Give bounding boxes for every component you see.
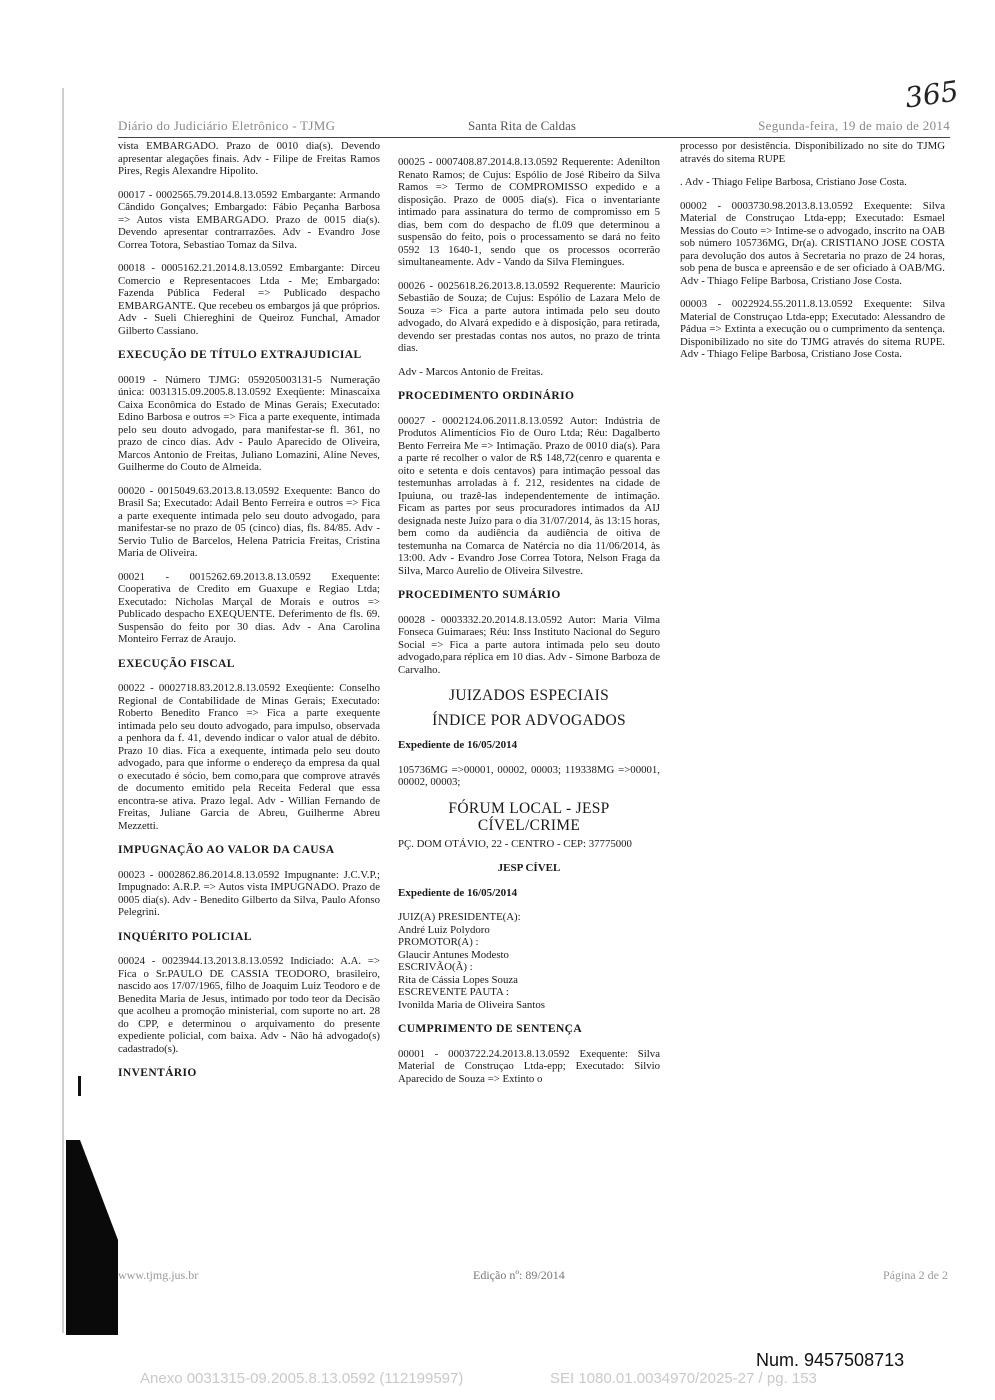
footer-edition: Edição nº: 89/2014 [473, 1268, 565, 1282]
scan-edge-line [62, 88, 64, 1333]
scan-mark [78, 1076, 81, 1096]
section-title: JUIZADOS ESPECIAIS [449, 687, 609, 704]
footer-page-number: Página 2 de 2 [883, 1268, 948, 1282]
staff-line: ESCRIVÃO(Ã) : [398, 961, 473, 973]
entry: processo por desistência. Disponibilizado no site do TJMG através do sitema RUPE [680, 140, 945, 165]
entry: Adv - Marcos Antonio de Freitas. [398, 365, 544, 378]
section-heading: INQUÉRITO POLICIAL [118, 930, 252, 943]
entry: 00024 - 0023944.13.2013.8.13.0592 Indiciado: A.A. => Fica o Sr.PAULO DE CASSIA TEODORO, brasileiro, nascido aos 17/07/1965, filho de Joaquim Luiz Teodoro e de Benedita Maria de Jesus, intimado por todo teor da Decisão que acolheu a promoção ministerial, com suporte no art. 28 do CPP, e determinou o arquivamento do presente expediente policial, com baixa. Adv - Não há advogado(s) cadastrado(s). [118, 955, 380, 1055]
entry: 00025 - 0007408.87.2014.8.13.0592 Requerente: Adenilton Renato Ramos; de Cujus: Espólio de José Ribeiro da Silva Ramos => Termo de COMPROMISSO expedido e a disposição. Prazo de 0005 dia(s). Fica o inventariante intimado para assinatura do termo de compromisso em 5 dias, bem com do despacho de fl.09 que determinou a suspensão do feito, pois o processamento se dará no feito 0592 13 1640-1, sendo que os processos ocorrerão simultaneamente. Adv - Vando da Silva Flemingues. [398, 156, 660, 268]
header-divider [118, 137, 950, 138]
section-heading: PROCEDIMENTO SUMÁRIO [398, 589, 561, 601]
entry: 00003 - 0022924.55.2011.8.13.0592 Exequente: Silva Material de Construçao Ltda-epp; Executado: Alessandro de Pádua => Extinta a execução ou o cumprimento da sentença. Disponibilizado no site do TJMG através do sitema RUPE. Adv - Thiago Felipe Barbosa, Cristiano Jose Costa. [680, 298, 945, 360]
section-title: FÓRUM LOCAL - JESP [448, 799, 610, 817]
section-heading: PROCEDIMENTO ORDINÁRIO [398, 390, 575, 402]
section-heading: JESP CÍVEL [497, 862, 561, 874]
header-comarca: Santa Rita de Caldas [468, 118, 576, 133]
entry: 00018 - 0005162.21.2014.8.13.0592 Embargante: Dirceu Comercio e Representacoes Ltda - Me; Embargado: Fazenda Pública Federal => Publicado despacho EMBARGANTE. Que recebeu os embargos já que próprios. Adv - Sueli Chiereghini de Queiroz Funchal, Amador Gilberto Cassiano. [118, 262, 380, 337]
court-staff-list [398, 911, 660, 1011]
entry: 00001 - 0003722.24.2013.8.13.0592 Exequente: Silva Material de Construçao Ltda-epp; Executado: Silvio Aparecido de Souza => Extinto o [398, 1047, 660, 1085]
column-right [680, 140, 945, 372]
entry: 00022 - 0002718.83.2012.8.13.0592 Exeqüente: Conselho Regional de Contabilidade de Minas Gerais; Executado: Roberto Benedito Franco => Fica a parte exequente intimada pelo seu douto advogado, para impulso, observada a penhora da f. 41, devendo indicar o valor atual de débito. Prazo 10 dias. Fica a exequente, intimada pelo seu douto advogado, para que informe o endereço da empresa da qual o executado é sócio, bem como,para que comprove através de documento emitido pela Receita Federal que essa encontra-se ativa. Prazo legal. Adv - Willian Fernando de Freitas, Juliane Garcia de Abreu, Guilherme Abreu Mezzetti. [118, 682, 380, 832]
header-date: Segunda-feira, 19 de maio de 2014 [758, 118, 950, 133]
section-heading: IMPUGNAÇÃO AO VALOR DA CAUSA [118, 844, 335, 856]
entry: 00023 - 0002862.86.2014.8.13.0592 Impugnante: J.C.V.P.; Impugnado: A.R.P. => Autos vista IMPUGNADO. Prazo de 0005 dia(s). Adv - Benedito Gilberto da Silva, Paulo Afonso Pelegrini. [118, 868, 380, 918]
section-heading: EXECUÇÃO FISCAL [118, 657, 235, 670]
column-left [118, 140, 380, 1092]
section-title: CÍVEL/CRIME [477, 816, 581, 834]
header-journal: Diário do Judiciário Eletrônico - TJMG [118, 118, 336, 133]
entry: 00002 - 0003730.98.2013.8.13.0592 Exequente: Silva Material de Construçao Ltda-epp; Executado: Esmael Messias do Couto => Intime-se o advogado, inscrito na OAB sob número 105736MG, Dr(a). CRISTIANO JOSE COSTA para devolução dos autos à Secretaria no prazo de 24 horas, sob pena de busca e apreensão e de ser oficiado à OAB/MG. Adv - Thiago Felipe Barbosa, Cristiano Jose Costa. [680, 199, 945, 287]
staff-line: ESCREVENTE PAUTA : [398, 986, 509, 998]
entry: 00020 - 0015049.63.2013.8.13.0592 Exequente: Banco do Brasil Sa; Executado: Adail Bento Ferreira e outros => Fica a parte exequente intimada pelo seu douto advogado, para manifestar-se no prazo de 05 (cinco) dias, fls. 84/85. Adv - Servio Tulio de Barcelos, Helena Patricia Freitas, Cristina Maria de Oliveira. [118, 484, 380, 559]
staff-line: Rita de Cássia Lopes Souza [398, 973, 518, 986]
handwritten-page-number: 365 [902, 74, 961, 115]
page-header [118, 118, 950, 138]
staff-line: PROMOTOR(A) : [398, 936, 479, 948]
section-heading: EXECUÇÃO DE TÍTULO EXTRAJUDICIAL [118, 349, 362, 361]
entry: 00028 - 0003332.20.2014.8.13.0592 Autor: Maria Vilma Fonseca Guimaraes; Réu: Inss Instituto Nacional do Seguro Social => Fica a parte autora intimada pelo seu douto advogado,para réplica em 10 dias. Adv - Simone Barboza de Carvalho. [398, 613, 660, 676]
expedient-date: Expediente de 16/05/2014 [398, 886, 518, 899]
entry: 00021 - 0015262.69.2013.8.13.0592 Exequente: Cooperativa de Credito em Guaxupe e Regiao Ltda; Executado: Nicholas Marçal de Morais e outros => Publicado despacho EXEQUENTE. Deferimento de fls. 69. Suspensão do feito por 30 dias. Adv - Ana Carolina Monteiro Ferraz de Araujo. [118, 570, 380, 645]
entry: 00026 - 0025618.26.2013.8.13.0592 Requerente: Mauricio Sebastião de Souza; de Cujus: Espólio de Lazara Melo de Souza => Fica a parte autora intimada pelo seu douto advogado, do Alvará expedido e à disposição, para retirada, devendo ser prestadas contas nos autos, no prazo de trinta dias. [398, 279, 660, 354]
entry: . Adv - Thiago Felipe Barbosa, Cristiano Jose Costa. [680, 176, 907, 188]
entry: 00019 - Número TJMG: 059205003131-5 Numeração única: 0031315.09.2005.8.13.0592 Exeqüente: Minascaixa Caixa Econômica do Estado de Minas Gerais; Executado: Edino Barbosa e outros => Fica a parte exequente, intimada pelo seu douto advogado, para manifestar-se fl. 361, no prazo de cinco dias. Adv - Paulo Aparecido de Oliveira, Marcos Antonio de Freitas, Juliano Lomazini, Aline Neves, Guilherme do Couto de Almeida. [118, 373, 380, 473]
lawyer-index: 105736MG =>00001, 00002, 00003; 119338MG =>00001, 00002, 00003; [398, 763, 660, 788]
staff-line: André Luiz Polydoro [398, 923, 490, 936]
footer-website: www.tjmg.jus.br [118, 1268, 199, 1282]
staff-line: JUIZ(A) PRESIDENTE(A): [398, 911, 521, 923]
staff-line: Ivonilda Maria de Oliveira Santos [398, 998, 545, 1011]
annex-reference: Anexo 0031315-09.2005.8.13.0592 (112199597) [140, 1370, 464, 1387]
section-title: ÍNDICE POR ADVOGADOS [432, 712, 626, 729]
column-middle [398, 140, 660, 1096]
expedient-date: Expediente de 16/05/2014 [398, 739, 518, 751]
section-heading: CUMPRIMENTO DE SENTENÇA [398, 1023, 583, 1035]
document-number: Num. 9457508713 [756, 1350, 905, 1370]
entry: 00027 - 0002124.06.2011.8.13.0592 Autor: Indústria de Produtos Alimentícios Fio de Ouro Ltda; Réu: Dagalberto Bento Ferreira Me => Intimação. Prazo de 0010 dia(s). Para a parte ré recolher o valor de R$ 148,72(cenro e quarenta e oito e setenta e dois centavos) para intimação pessoal das testemunhas arroladas à f. 212, residentes na cidade de Ipuiuna, ou trazê-las independentemente de intimação. Ficam as partes por seus procuradores intimados da AIJ designada neste Juízo para o dia 31/07/2014, às 13:15 horas, bem como da audiência da audiência de oitiva de testemunha na Comarca de Natércia no dia 11/06/2014, às 13:00. Adv - Evandro Jose Correa Totora, Nelson Fraga da Silva, Marco Aurelio de Oliveira Silvestre. [398, 414, 660, 577]
scan-shadow [66, 1140, 118, 1335]
sei-reference: SEI 1080.01.0034970/2025-27 / pg. 153 [550, 1370, 817, 1387]
entry: 00017 - 0002565.79.2014.8.13.0592 Embargante: Armando Cândido Gonçalves; Embargado: Fábio Peçanha Barbosa => Autos vista EMBARGADO. Prazo de 0015 dia(s). Devendo apresentar contrarrazões. Adv - Evandro Jose Correa Totora, Sebastiao Tomaz da Silva. [118, 188, 380, 251]
section-heading: INVENTÁRIO [118, 1067, 197, 1079]
entry: vista EMBARGADO. Prazo de 0010 dia(s). Devendo apresentar alegações finais. Adv - Filipe de Freitas Ramos Pires, Regis Alexandre Hipolito. [118, 140, 380, 177]
staff-line: Glaucir Antunes Modesto [398, 948, 509, 961]
court-address: PÇ. DOM OTÁVIO, 22 - CENTRO - CEP: 37775000 [398, 837, 632, 850]
